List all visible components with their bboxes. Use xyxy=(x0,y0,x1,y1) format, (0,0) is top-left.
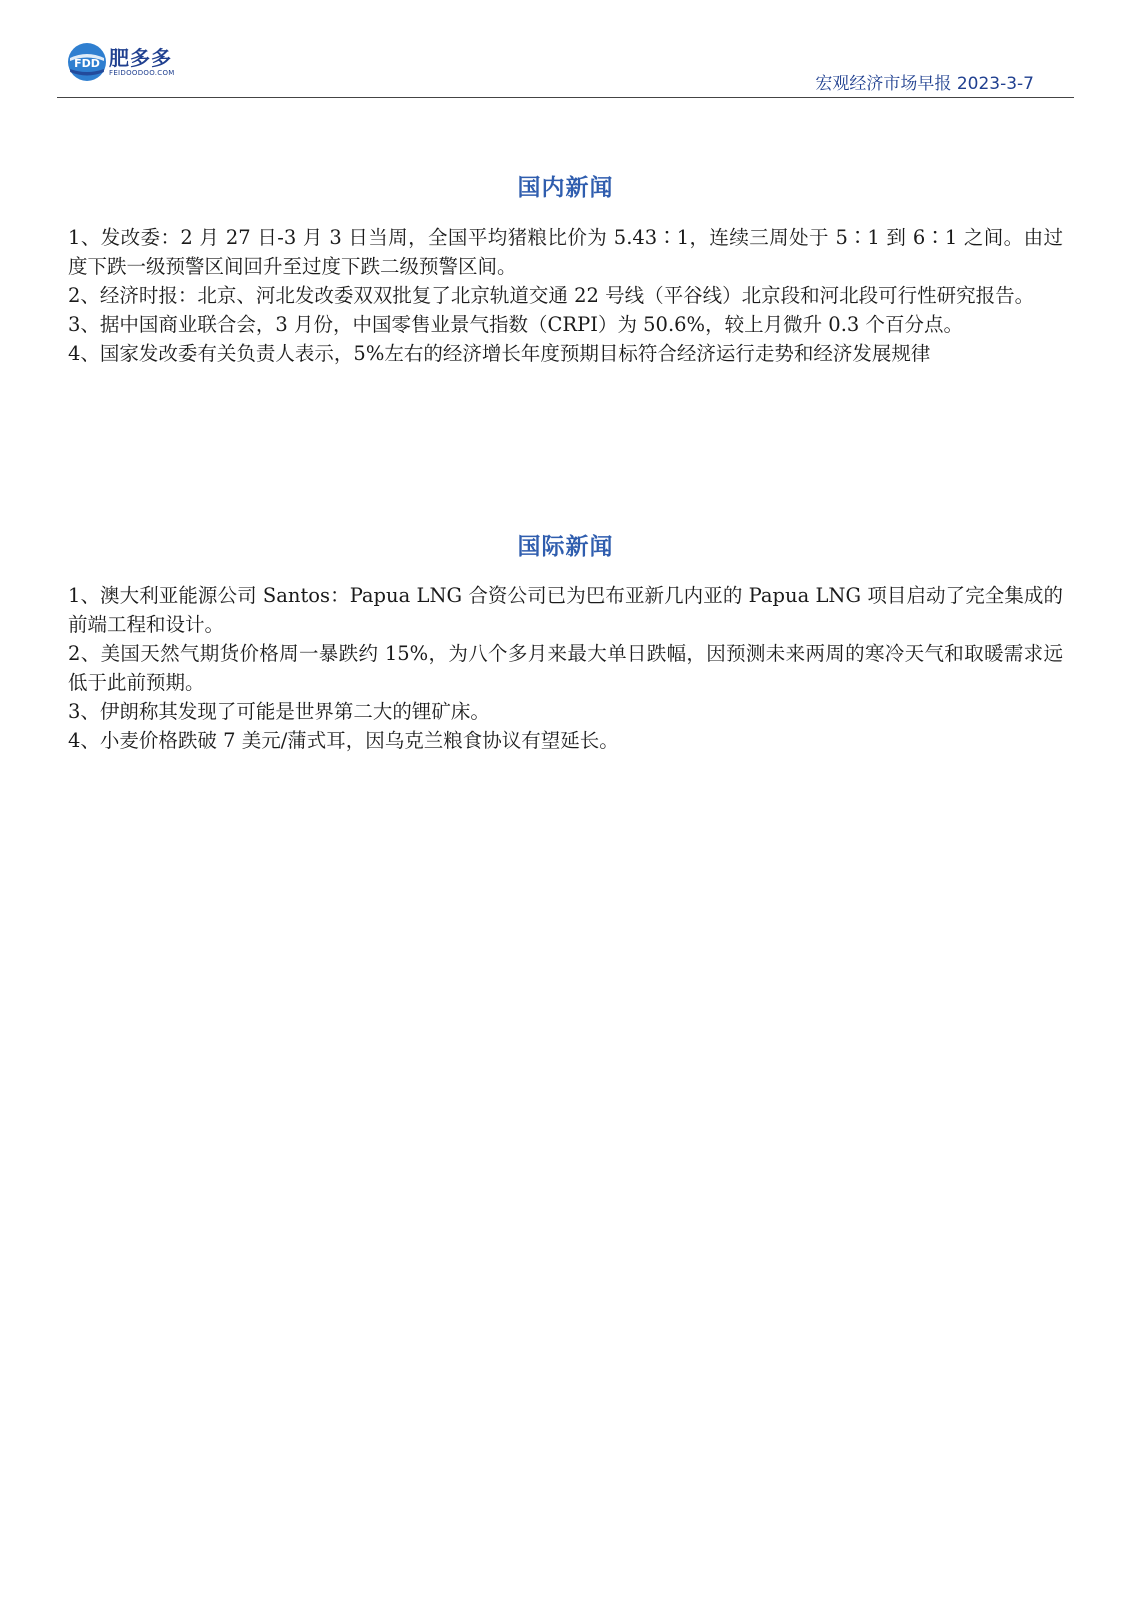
news-item: 4、小麦价格跌破 7 美元/蒲式耳，因乌克兰粮食协议有望延长。 xyxy=(68,729,619,752)
news-item: 3、据中国商业联合会，3 月份，中国零售业景气指数（CRPI）为 50.6%，较上月微升 0.3 个百分点。 xyxy=(68,313,963,336)
page-header xyxy=(57,38,1074,98)
logo-english-name: FEIDOODOO.COM xyxy=(109,68,175,77)
news-item: 2、经济时报：北京、河北发改委双双批复了北京轨道交通 22 号线（平谷线）北京段和河北段可行性研究报告。 xyxy=(68,284,1035,307)
section-title-international: 国际新闻 xyxy=(517,534,614,560)
news-list-international xyxy=(68,581,1063,755)
section-title-domestic: 国内新闻 xyxy=(517,175,614,201)
header-divider xyxy=(57,97,1074,98)
news-list-domestic xyxy=(68,223,1063,368)
news-item: 2、美国天然气期货价格周一暴跌约 15%，为八个多月来最大单日跌幅，因预测未来两周的寒冷天气和取暖需求远低于此前预期。 xyxy=(68,642,1063,694)
report-title: 宏观经济市场早报 2023-3-7 xyxy=(815,74,1034,94)
company-logo xyxy=(67,42,175,82)
news-item: 3、伊朗称其发现了可能是世界第二大的锂矿床。 xyxy=(68,700,490,723)
news-item: 1、澳大利亚能源公司 Santos：Papua LNG 合资公司已为巴布亚新几内亚的 Papua LNG 项目启动了完全集成的前端工程和设计。 xyxy=(68,584,1063,636)
news-item: 4、国家发改委有关负责人表示，5%左右的经济增长年度预期目标符合经济运行走势和经济发展规律 xyxy=(68,342,931,365)
news-item: 1、发改委：2 月 27 日-3 月 3 日当周，全国平均猪粮比价为 5.43∶1，连续三周处于 5∶1 到 6∶1 之间。由过度下跌一级预警区间回升至过度下跌二级预警区间。 xyxy=(68,226,1063,278)
logo-chinese-name: 肥多多 xyxy=(109,45,172,70)
logo-badge: FDD xyxy=(74,57,100,70)
fdd-logo-icon xyxy=(67,42,107,82)
